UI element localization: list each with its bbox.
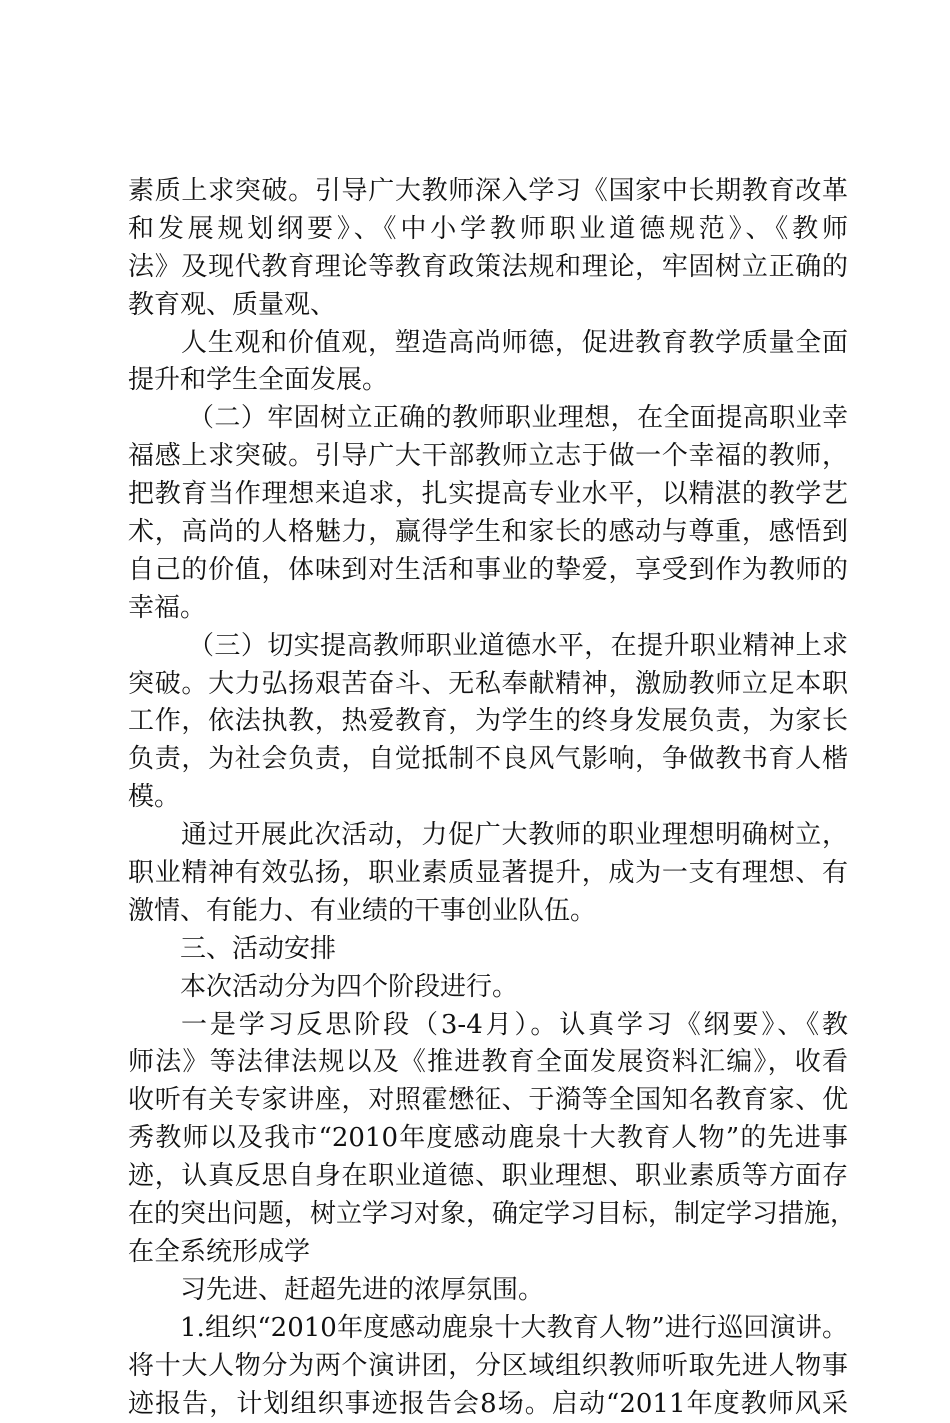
text-line: （三）切实提高教师职业道德水平，在提升职业精神上求 [128,628,848,666]
text-line: 模。 [128,779,848,817]
text-line: 幸福。 [128,590,848,628]
text-line: 工作，依法执教，热爱教育，为学生的终身发展负责，为家长 [128,703,848,741]
text-line: 法》及现代教育理论等教育政策法规和理论，牢固树立正确的 [128,249,848,287]
text-line: 1.组织“2010年度感动鹿泉十大教育人物”进行巡回演讲。 [128,1310,848,1348]
text-line: 一是学习反思阶段（3-4月）。认真学习《纲要》、《教 [128,1007,848,1045]
text-line: 迹报告，计划组织事迹报告会8场。启动“2011年度教师风采 [128,1386,848,1423]
text-line: 和发展规划纲要》、《中小学教师职业道德规范》、《教师 [128,211,848,249]
text-line: 迹，认真反思自身在职业道德、职业理想、职业素质等方面存 [128,1158,848,1196]
text-line: 秀教师以及我市“2010年度感动鹿泉十大教育人物”的先进事 [128,1120,848,1158]
text-line: 将十大人物分为两个演讲团，分区域组织教师听取先进人物事 [128,1348,848,1386]
text-line: 在的突出问题，树立学习对象，确定学习目标，制定学习措施， [128,1196,848,1234]
section-heading: 三、活动安排 [128,931,848,969]
text-line: 提升和学生全面发展。 [128,362,848,400]
text-line: 收听有关专家讲座，对照霍懋征、于漪等全国知名教育家、优 [128,1082,848,1120]
text-line: 负责，为社会负责，自觉抵制不良风气影响，争做教书育人楷 [128,741,848,779]
text-line: 福感上求突破。引导广大干部教师立志于做一个幸福的教师， [128,438,848,476]
text-line: 突破。大力弘扬艰苦奋斗、无私奉献精神，激励教师立足本职 [128,666,848,704]
text-line: 激情、有能力、有业绩的干事创业队伍。 [128,893,848,931]
text-line: 自己的价值，体味到对生活和事业的挚爱，享受到作为教师的 [128,552,848,590]
text-line: 素质上求突破。引导广大教师深入学习《国家中长期教育改革 [128,173,848,211]
text-line: 在全系统形成学 [128,1234,848,1272]
text-line: 师法》等法律法规以及《推进教育全面发展资料汇编》，收看 [128,1044,848,1082]
text-line: （二）牢固树立正确的教师职业理想，在全面提高职业幸 [128,400,848,438]
text-line: 人生观和价值观，塑造高尚师德，促进教育教学质量全面 [128,325,848,363]
document-body [128,173,848,1423]
text-line: 本次活动分为四个阶段进行。 [128,969,848,1007]
text-line: 习先进、赶超先进的浓厚氛围。 [128,1272,848,1310]
text-line: 把教育当作理想来追求，扎实提高专业水平，以精湛的教学艺 [128,476,848,514]
text-line: 通过开展此次活动，力促广大教师的职业理想明确树立， [128,817,848,855]
text-line: 术，高尚的人格魅力，赢得学生和家长的感动与尊重，感悟到 [128,514,848,552]
text-line: 职业精神有效弘扬，职业素质显著提升，成为一支有理想、有 [128,855,848,893]
text-line: 教育观、质量观、 [128,287,848,325]
